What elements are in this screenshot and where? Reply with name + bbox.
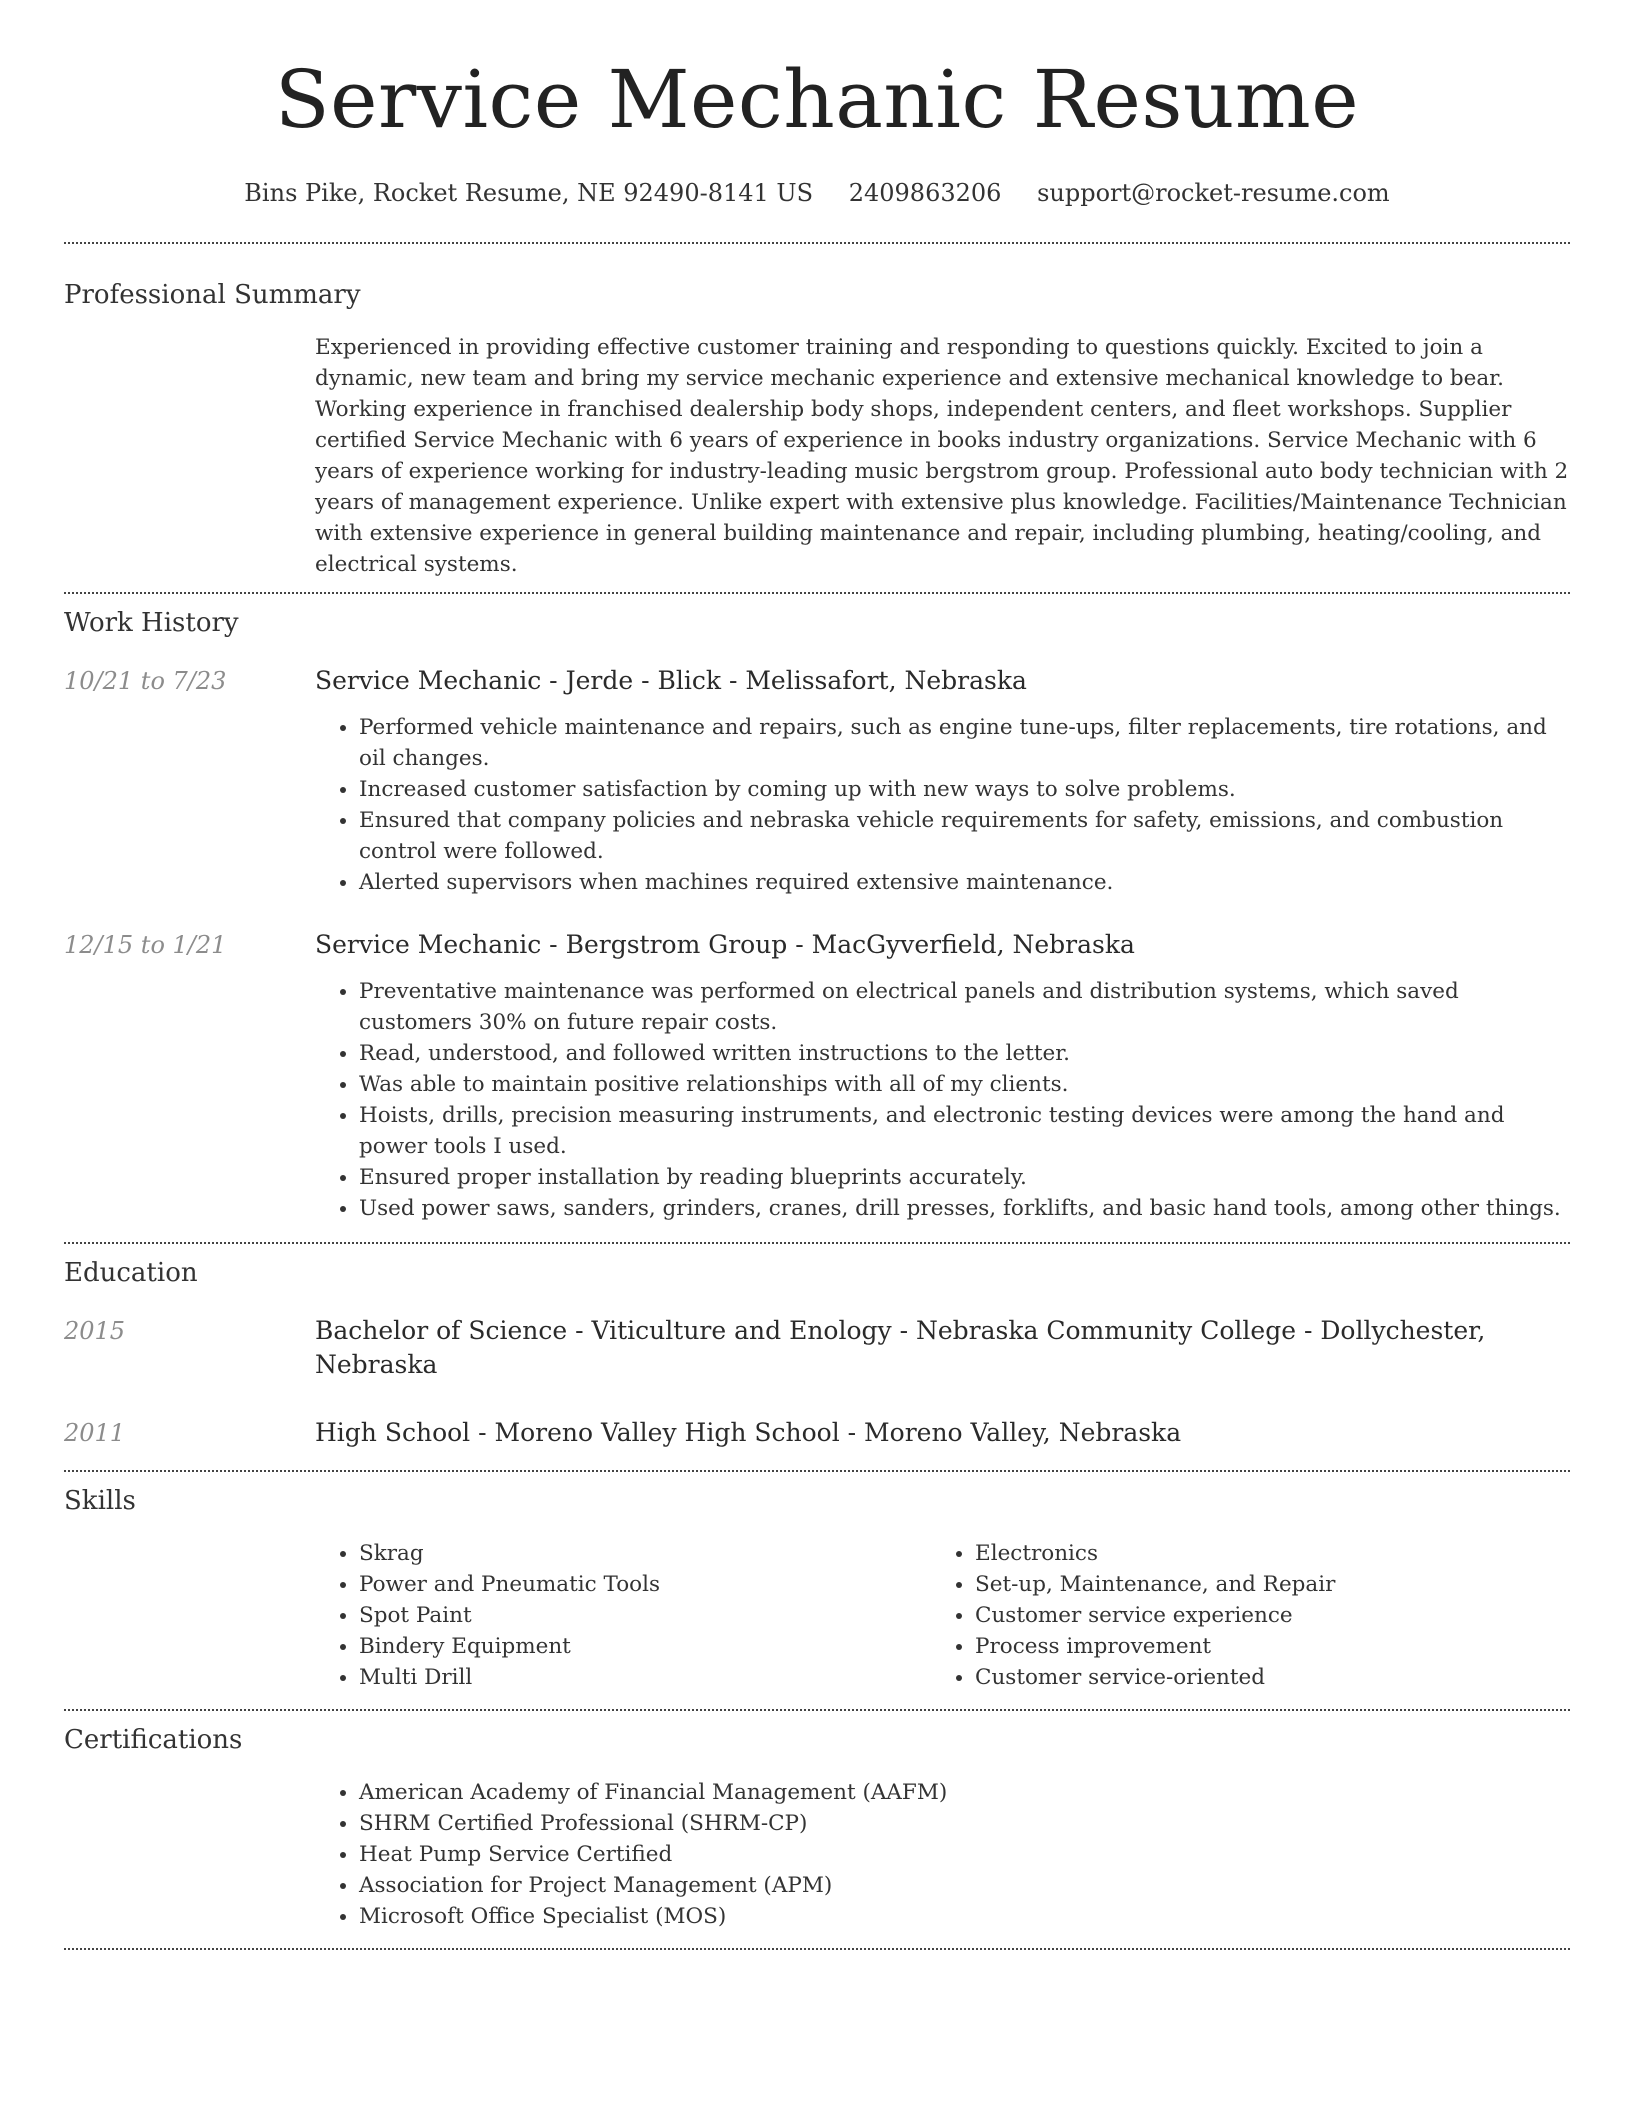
certification-item: • Heat Pump Service Certified — [359, 1839, 1570, 1870]
certification-item: • American Academy of Financial Management (AAFM) — [359, 1777, 1570, 1808]
skill-item: • Process improvement — [975, 1631, 1547, 1662]
education-text: High School - Moreno Valley High School - Moreno Valley, Nebraska — [315, 1418, 1182, 1447]
job-bullet: • Ensured that company policies and nebraska vehicle requirements for safety, emissions, and combustion control were followed. — [359, 805, 1570, 867]
job-bullet: • Ensured proper installation by reading blueprints accurately. — [359, 1162, 1570, 1193]
certifications-list — [315, 1777, 1570, 1932]
certifications-heading: Certifications — [64, 1725, 243, 1755]
section-divider — [64, 1709, 1570, 1711]
skill-item: • Set-up, Maintenance, and Repair — [975, 1569, 1547, 1600]
skill-item: • Multi Drill — [359, 1662, 931, 1693]
education-section — [64, 1256, 1570, 1450]
contact-phone: 2409863206 — [848, 179, 1002, 207]
certification-item: • SHRM Certified Professional (SHRM-CP) — [359, 1808, 1570, 1839]
section-divider — [64, 242, 1570, 244]
skill-item: • Power and Pneumatic Tools — [359, 1569, 931, 1600]
education-text: Bachelor of Science - Viticulture and Enology - Nebraska Community College - Dollychester, Nebraska — [315, 1316, 1486, 1379]
job-bullet: • Preventative maintenance was performed on electrical panels and distribution systems, which saved customers 30% on future repair costs. — [359, 976, 1570, 1038]
contact-email: support@rocket-resume.com — [1037, 179, 1390, 207]
work-heading: Work History — [64, 608, 239, 638]
skill-item: • Customer service-oriented — [975, 1662, 1547, 1693]
skills-list-right — [931, 1538, 1547, 1693]
skill-item: • Customer service experience — [975, 1600, 1547, 1631]
skill-item: • Bindery Equipment — [359, 1631, 931, 1662]
resume-title: Service Mechanic Resume — [274, 53, 1360, 146]
job-title: Service Mechanic - Bergstrom Group - MacGyverfield, Nebraska — [315, 930, 1135, 959]
section-divider — [64, 1242, 1570, 1244]
section-divider — [64, 1470, 1570, 1472]
job-bullet: • Used power saws, sanders, grinders, cranes, drill presses, forklifts, and basic hand tools, among other things. — [359, 1193, 1570, 1224]
job-bullets — [315, 712, 1570, 898]
summary-text: Experienced in providing effective customer training and responding to questions quickly. Excited to join a dynamic, new team and bring my service mechanic experience and extensive mechanical knowledge to bear. Working experience in franchised dealership body shops, independent centers, and fleet workshops. Supplier certified Service Mechanic with 6 years of experience in books industry organizations. Service Mechanic with 6 years of experience working for industry-leading music bergstrom group. Professional auto body technician with 2 years of management experience. Unlike expert with extensive plus knowledge. Facilities/Maintenance Technician with extensive experience in general building maintenance and repair, including plumbing, heating/cooling, and electrical systems. — [315, 335, 1569, 577]
job-entry — [64, 664, 1570, 898]
skill-item: • Electronics — [975, 1538, 1547, 1569]
job-bullets — [315, 976, 1570, 1224]
contact-line — [64, 176, 1570, 210]
skill-item: • Spot Paint — [359, 1600, 931, 1631]
contact-address: Bins Pike, Rocket Resume, NE 92490-8141 US — [244, 179, 814, 207]
section-divider — [64, 592, 1570, 594]
certification-item: • Microsoft Office Specialist (MOS) — [359, 1901, 1570, 1932]
education-year: 2011 — [64, 1419, 126, 1447]
job-dates: 10/21 to 7/23 — [64, 667, 227, 695]
work-section — [64, 606, 1570, 1224]
job-dates: 12/15 to 1/21 — [64, 931, 227, 959]
education-heading: Education — [64, 1258, 198, 1288]
certification-item: • Association for Project Management (APM) — [359, 1870, 1570, 1901]
resume-page — [64, 0, 1570, 1950]
education-entry — [64, 1314, 1570, 1382]
education-entry — [64, 1416, 1570, 1450]
education-year: 2015 — [64, 1317, 126, 1345]
job-bullet: • Increased customer satisfaction by coming up with new ways to solve problems. — [359, 774, 1570, 805]
job-bullet: • Performed vehicle maintenance and repairs, such as engine tune-ups, filter replacements, tire rotations, and oil changes. — [359, 712, 1570, 774]
job-bullet: • Was able to maintain positive relationships with all of my clients. — [359, 1069, 1570, 1100]
job-title: Service Mechanic - Jerde - Blick - Melissafort, Nebraska — [315, 666, 1027, 695]
skills-list-left — [315, 1538, 931, 1693]
job-bullet: • Read, understood, and followed written instructions to the letter. — [359, 1038, 1570, 1069]
job-bullet: • Hoists, drills, precision measuring instruments, and electronic testing devices were among the hand and power tools I used. — [359, 1100, 1570, 1162]
job-bullet: • Alerted supervisors when machines required extensive maintenance. — [359, 867, 1570, 898]
section-divider — [64, 1948, 1570, 1950]
job-entry — [64, 928, 1570, 1224]
skills-section — [64, 1484, 1570, 1693]
skills-heading: Skills — [64, 1486, 136, 1516]
summary-heading: Professional Summary — [64, 280, 361, 310]
certifications-section — [64, 1723, 1570, 1932]
skill-item: • Skrag — [359, 1538, 931, 1569]
summary-section — [64, 278, 1570, 580]
